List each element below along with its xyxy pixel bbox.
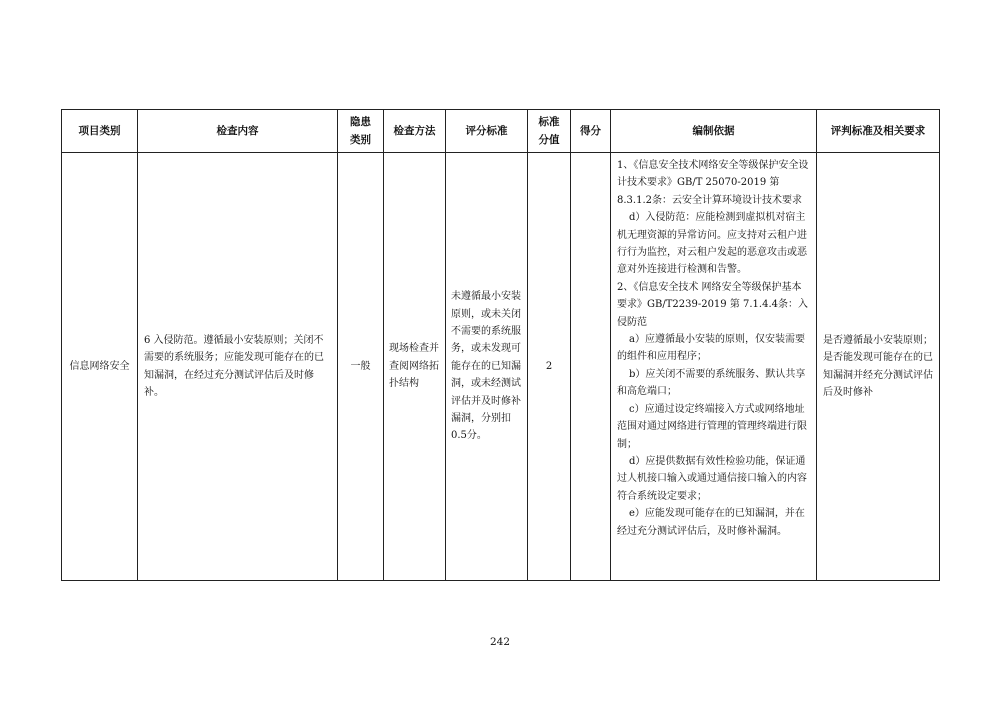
- basis-paragraph: d）入侵防范：应能检测到虚拟机对宿主机无理资源的异常访问。应支持对云租户进行行为监控，对云租户发起的恶意攻击或恶意对外连接进行检测和告警。: [617, 212, 807, 276]
- basis-paragraph: d）应提供数据有效性检验功能，保证通过人机接口输入或通过通信接口输入的内容符合系统设定要求；: [617, 455, 807, 502]
- header-basis: 编制依据: [611, 110, 817, 153]
- inspection-table: [61, 109, 940, 581]
- header-hazard-level: [338, 110, 384, 153]
- table-row: [62, 153, 940, 581]
- basis-paragraph: 1、《信息安全技术网络安全等级保护安全设计技术要求》GB/T 25070-2019 第8.3.1.2条：云安全计算环境设计技术要求: [617, 160, 809, 206]
- cell-content: 6 入侵防范。遵循最小安装原则；关闭不需要的系统服务；应能发现可能存在的已知漏洞，在经过充分测试评估后及时修补。: [138, 153, 338, 581]
- header-standard-score: [528, 110, 571, 153]
- cell-requirements: 是否遵循最小安装原则；是否能发现可能存在的已知漏洞并经充分测试评估后及时修补: [817, 153, 940, 581]
- basis-paragraph: e）应能发现可能存在的已知漏洞，并在经过充分测试评估后，及时修补漏洞。: [617, 508, 805, 537]
- basis-paragraph: c）应通过设定终端接入方式或网络地址范围对通过网络进行管理的管理终端进行限制；: [617, 403, 807, 450]
- header-standard-score-line2: 分值: [538, 134, 560, 146]
- cell-scoring: 未遵循最小安装原则，或未关闭不需要的系统服务，或未发现可能存在的已知漏洞，或未经测试评估并及时修补漏洞，分别扣0.5分。: [446, 153, 528, 581]
- cell-standard-score: 2: [528, 153, 571, 581]
- page-number: 242: [489, 636, 511, 648]
- header-standard-score-line1: 标准: [538, 116, 560, 128]
- cell-method: 现场检查并查阅网络拓扑结构: [384, 153, 446, 581]
- header-scoring: 评分标准: [446, 110, 528, 153]
- basis-paragraph: a）应遵循最小安装的原则，仅安装需要的组件和应用程序；: [617, 334, 805, 363]
- header-content: 检查内容: [138, 110, 338, 153]
- cell-basis: [611, 153, 817, 581]
- header-hazard-level-line2: 类别: [350, 134, 371, 146]
- basis-paragraph: 2、《信息安全技术 网络安全等级保护基本要求》GB/T2239-2019 第 7.1.4.4条：入侵防范: [617, 281, 808, 328]
- header-category: 项目类别: [62, 110, 138, 153]
- cell-hazard-level: 一般: [338, 153, 384, 581]
- header-requirements: 评判标准及相关要求: [817, 110, 940, 153]
- table-header-row: [62, 110, 940, 153]
- cell-obtained-score: [571, 153, 611, 581]
- header-obtained-score: 得分: [571, 110, 611, 153]
- header-method: 检查方法: [384, 110, 446, 153]
- cell-category: 信息网络安全: [62, 153, 138, 581]
- header-hazard-level-line1: 隐患: [350, 116, 371, 128]
- basis-paragraph: b）应关闭不需要的系统服务、默认共享和高危端口；: [617, 368, 806, 398]
